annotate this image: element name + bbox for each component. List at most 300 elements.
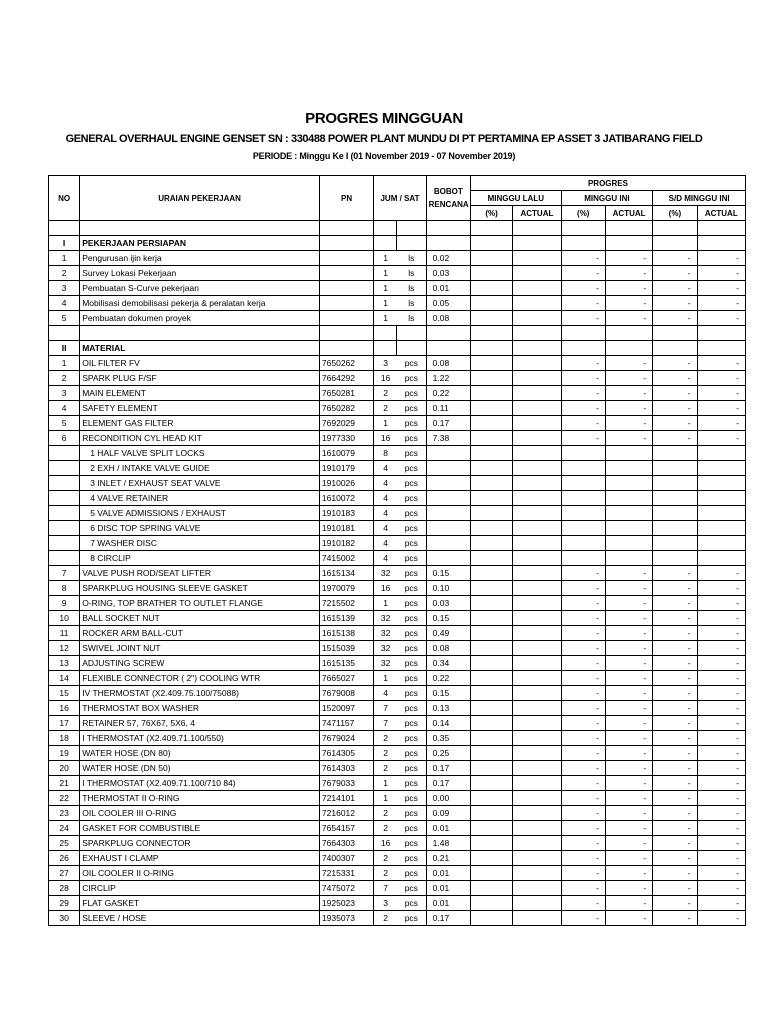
row-minggu-ini-actual: - (605, 671, 652, 686)
row-pn: 7214101 (319, 791, 373, 806)
empty-cell (653, 221, 697, 236)
row-minggu-ini-actual: - (605, 701, 652, 716)
empty-cell (697, 326, 745, 341)
row-pn: 1910182 (319, 536, 373, 551)
row-minggu-lalu-actual (513, 881, 561, 896)
row-minggu-ini-actual: - (605, 911, 652, 926)
row-pn: 1515039 (319, 641, 373, 656)
row-qty: 1 (374, 671, 397, 686)
row-minggu-lalu-actual (513, 296, 561, 311)
row-minggu-ini-actual: - (605, 896, 652, 911)
row-bobot: 0.01 (426, 866, 470, 881)
row-description: RETAINER 57, 76X67, 5X6, 4 (80, 716, 320, 731)
row-minggu-ini-actual: - (605, 686, 652, 701)
row-minggu-ini-pct: - (561, 896, 605, 911)
row-number: 24 (49, 821, 80, 836)
empty-cell (605, 341, 652, 356)
row-minggu-lalu-actual (513, 896, 561, 911)
row-description: FLEXIBLE CONNECTOR ( 2") COOLING WTR (80, 671, 320, 686)
row-minggu-lalu-actual (513, 431, 561, 446)
row-sd-minggu-ini-pct: - (653, 671, 697, 686)
row-minggu-lalu-actual (513, 686, 561, 701)
row-bobot: 0.01 (426, 881, 470, 896)
row-pn: 1610072 (319, 491, 373, 506)
row-description: SLEEVE / HOSE (80, 911, 320, 926)
row-description: Survey Lokasi Pekerjaan (80, 266, 320, 281)
row-unit: pcs (397, 776, 426, 791)
row-minggu-lalu-pct (470, 251, 512, 266)
row-sd-minggu-ini-actual (697, 521, 745, 536)
row-qty: 32 (374, 611, 397, 626)
row-sd-minggu-ini-actual: - (697, 911, 745, 926)
row-minggu-lalu-pct (470, 701, 512, 716)
row-minggu-ini-actual: - (605, 716, 652, 731)
row-bobot: 0.17 (426, 911, 470, 926)
row-qty: 1 (374, 311, 397, 326)
header-rencana-label: RENCANA (428, 200, 469, 209)
row-description: VALVE PUSH ROD/SEAT LIFTER (80, 566, 320, 581)
row-sd-minggu-ini-pct: - (653, 596, 697, 611)
row-minggu-lalu-pct (470, 521, 512, 536)
row-description: WATER HOSE (DN 80) (80, 746, 320, 761)
row-sd-minggu-ini-pct: - (653, 731, 697, 746)
row-sd-minggu-ini-pct: - (653, 656, 697, 671)
table-row (49, 611, 746, 626)
row-minggu-lalu-pct (470, 311, 512, 326)
row-number (49, 506, 80, 521)
table-row (49, 461, 746, 476)
row-number: 3 (49, 386, 80, 401)
row-minggu-lalu-pct (470, 581, 512, 596)
row-minggu-lalu-actual (513, 731, 561, 746)
row-minggu-ini-pct: - (561, 581, 605, 596)
row-sd-minggu-ini-actual (697, 506, 745, 521)
row-pn (319, 266, 373, 281)
row-number: 13 (49, 656, 80, 671)
row-minggu-ini-actual: - (605, 641, 652, 656)
row-bobot: 0.13 (426, 701, 470, 716)
empty-cell (80, 221, 320, 236)
row-minggu-ini-pct: - (561, 776, 605, 791)
row-unit: pcs (397, 701, 426, 716)
table-row (49, 656, 746, 671)
row-description: I THERMOSTAT (X2.409.71.100/550) (80, 731, 320, 746)
row-minggu-lalu-actual (513, 581, 561, 596)
empty-cell (397, 326, 426, 341)
row-qty: 1 (374, 266, 397, 281)
row-minggu-lalu-pct (470, 281, 512, 296)
row-minggu-lalu-actual (513, 911, 561, 926)
row-qty: 1 (374, 296, 397, 311)
row-minggu-lalu-pct (470, 746, 512, 761)
row-unit: pcs (397, 791, 426, 806)
row-sd-minggu-ini-actual (697, 476, 745, 491)
progress-table (48, 175, 746, 926)
row-minggu-ini-pct: - (561, 296, 605, 311)
row-description: 2 EXH / INTAKE VALVE GUIDE (80, 461, 320, 476)
row-minggu-ini-actual: - (605, 746, 652, 761)
row-pn: 7475072 (319, 881, 373, 896)
row-minggu-ini-pct: - (561, 866, 605, 881)
row-minggu-lalu-actual (513, 851, 561, 866)
table-row (49, 506, 746, 521)
row-sd-minggu-ini-actual: - (697, 596, 745, 611)
row-bobot: 0.35 (426, 731, 470, 746)
row-description: THERMOSTAT BOX WASHER (80, 701, 320, 716)
row-minggu-ini-pct: - (561, 851, 605, 866)
row-minggu-lalu-pct (470, 431, 512, 446)
row-sd-minggu-ini-pct: - (653, 281, 697, 296)
row-minggu-lalu-actual (513, 611, 561, 626)
row-pn: 7471157 (319, 716, 373, 731)
row-minggu-lalu-actual (513, 776, 561, 791)
row-qty: 4 (374, 461, 397, 476)
row-minggu-lalu-actual (513, 671, 561, 686)
row-bobot: 0.22 (426, 671, 470, 686)
row-pn: 7614305 (319, 746, 373, 761)
row-unit: pcs (397, 461, 426, 476)
row-description: Mobilisasi demobilisasi pekerja & peralatan kerja (80, 296, 320, 311)
row-unit: pcs (397, 596, 426, 611)
row-minggu-lalu-pct (470, 551, 512, 566)
row-sd-minggu-ini-pct: - (653, 416, 697, 431)
row-bobot: 0.25 (426, 746, 470, 761)
row-sd-minggu-ini-actual: - (697, 431, 745, 446)
row-minggu-ini-pct: - (561, 416, 605, 431)
row-minggu-ini-actual: - (605, 806, 652, 821)
row-sd-minggu-ini-actual: - (697, 791, 745, 806)
row-bobot: 0.01 (426, 896, 470, 911)
row-minggu-ini-pct: - (561, 656, 605, 671)
row-sd-minggu-ini-actual (697, 551, 745, 566)
row-number: 5 (49, 311, 80, 326)
blank-row (49, 326, 746, 341)
row-minggu-ini-actual: - (605, 251, 652, 266)
row-qty: 2 (374, 731, 397, 746)
row-minggu-lalu-pct (470, 806, 512, 821)
row-minggu-lalu-actual (513, 536, 561, 551)
row-number: 6 (49, 431, 80, 446)
row-description: Pembuatan S-Curve pekerjaan (80, 281, 320, 296)
row-minggu-lalu-actual (513, 371, 561, 386)
row-minggu-lalu-pct (470, 446, 512, 461)
table-row (49, 881, 746, 896)
row-unit: pcs (397, 821, 426, 836)
row-number: 21 (49, 776, 80, 791)
row-pn: 7650262 (319, 356, 373, 371)
row-sd-minggu-ini-actual: - (697, 776, 745, 791)
empty-cell (605, 326, 652, 341)
row-minggu-ini-actual: - (605, 731, 652, 746)
row-minggu-lalu-pct (470, 611, 512, 626)
row-qty: 16 (374, 836, 397, 851)
row-minggu-ini-pct: - (561, 836, 605, 851)
row-qty: 4 (374, 536, 397, 551)
row-sd-minggu-ini-pct (653, 446, 697, 461)
row-description: SWIVEL JOINT NUT (80, 641, 320, 656)
row-minggu-ini-pct: - (561, 626, 605, 641)
row-unit: ls (397, 281, 426, 296)
row-minggu-ini-actual (605, 491, 652, 506)
row-pn: 7415002 (319, 551, 373, 566)
row-pn: 7215502 (319, 596, 373, 611)
row-pn: 1615139 (319, 611, 373, 626)
empty-cell (561, 221, 605, 236)
row-minggu-lalu-actual (513, 416, 561, 431)
row-minggu-ini-actual: - (605, 881, 652, 896)
row-pn: 7650281 (319, 386, 373, 401)
row-minggu-lalu-actual (513, 461, 561, 476)
row-unit: pcs (397, 851, 426, 866)
row-qty: 4 (374, 506, 397, 521)
row-minggu-ini-pct: - (561, 716, 605, 731)
table-row (49, 536, 746, 551)
row-minggu-ini-actual: - (605, 296, 652, 311)
row-qty: 32 (374, 566, 397, 581)
row-description: OIL FILTER FV (80, 356, 320, 371)
row-minggu-lalu-pct (470, 671, 512, 686)
empty-cell (470, 326, 512, 341)
row-number: 20 (49, 761, 80, 776)
row-qty: 2 (374, 806, 397, 821)
row-pn: 7654157 (319, 821, 373, 836)
row-sd-minggu-ini-actual: - (697, 761, 745, 776)
row-description: O-RING, TOP BRATHER TO OUTLET FLANGE (80, 596, 320, 611)
row-bobot: 0.17 (426, 776, 470, 791)
row-number (49, 476, 80, 491)
row-number: 1 (49, 251, 80, 266)
row-qty: 1 (374, 776, 397, 791)
row-number: 4 (49, 296, 80, 311)
row-minggu-lalu-pct (470, 761, 512, 776)
empty-cell (49, 326, 80, 341)
row-pn: 7215331 (319, 866, 373, 881)
table-row (49, 911, 746, 926)
row-minggu-lalu-pct (470, 791, 512, 806)
row-minggu-ini-pct (561, 521, 605, 536)
row-unit: pcs (397, 896, 426, 911)
row-unit: ls (397, 296, 426, 311)
row-minggu-lalu-pct (470, 401, 512, 416)
row-sd-minggu-ini-actual: - (697, 266, 745, 281)
row-sd-minggu-ini-actual: - (697, 656, 745, 671)
row-sd-minggu-ini-actual: - (697, 851, 745, 866)
row-minggu-ini-actual: - (605, 761, 652, 776)
row-qty: 7 (374, 716, 397, 731)
row-pn (319, 251, 373, 266)
row-number: 28 (49, 881, 80, 896)
row-unit: pcs (397, 746, 426, 761)
row-minggu-ini-actual: - (605, 566, 652, 581)
row-unit: pcs (397, 566, 426, 581)
row-qty: 4 (374, 551, 397, 566)
row-bobot: 0.02 (426, 251, 470, 266)
row-qty: 1 (374, 596, 397, 611)
row-number: 2 (49, 266, 80, 281)
row-sd-minggu-ini-pct: - (653, 701, 697, 716)
table-row (49, 386, 746, 401)
row-minggu-lalu-pct (470, 641, 512, 656)
empty-cell (397, 341, 426, 356)
row-minggu-ini-pct: - (561, 761, 605, 776)
empty-cell (470, 236, 512, 251)
row-description: SAFETY ELEMENT (80, 401, 320, 416)
row-pn: 7664292 (319, 371, 373, 386)
row-minggu-ini-pct: - (561, 911, 605, 926)
row-sd-minggu-ini-pct: - (653, 566, 697, 581)
row-qty: 7 (374, 881, 397, 896)
table-row (49, 686, 746, 701)
empty-cell (80, 326, 320, 341)
header-minggu-ini: MINGGU INI (561, 191, 653, 206)
empty-cell (374, 326, 397, 341)
row-description: OIL COOLER III O-RING (80, 806, 320, 821)
row-minggu-lalu-pct (470, 881, 512, 896)
row-minggu-ini-actual (605, 521, 652, 536)
row-minggu-lalu-pct (470, 461, 512, 476)
row-minggu-ini-actual: - (605, 401, 652, 416)
row-pn: 7679024 (319, 731, 373, 746)
row-unit: pcs (397, 866, 426, 881)
row-unit: pcs (397, 386, 426, 401)
row-minggu-lalu-pct (470, 911, 512, 926)
header-actual: ACTUAL (513, 206, 561, 221)
row-unit: pcs (397, 761, 426, 776)
row-bobot: 0.01 (426, 821, 470, 836)
table-row (49, 551, 746, 566)
table-row (49, 521, 746, 536)
row-description: 3 INLET / EXHAUST SEAT VALVE (80, 476, 320, 491)
empty-cell (374, 236, 397, 251)
row-minggu-lalu-actual (513, 746, 561, 761)
row-minggu-lalu-actual (513, 761, 561, 776)
row-minggu-lalu-pct (470, 266, 512, 281)
table-row (49, 566, 746, 581)
row-unit: pcs (397, 446, 426, 461)
row-sd-minggu-ini-pct: - (653, 746, 697, 761)
row-minggu-ini-pct: - (561, 431, 605, 446)
table-row (49, 821, 746, 836)
row-description: FLAT GASKET (80, 896, 320, 911)
table-row (49, 626, 746, 641)
row-sd-minggu-ini-pct: - (653, 881, 697, 896)
row-description: OIL COOLER II O-RING (80, 866, 320, 881)
row-minggu-lalu-actual (513, 521, 561, 536)
table-row (49, 296, 746, 311)
row-minggu-lalu-pct (470, 626, 512, 641)
header-minggu-lalu: MINGGU LALU (470, 191, 561, 206)
row-qty: 4 (374, 491, 397, 506)
row-minggu-ini-actual: - (605, 821, 652, 836)
row-bobot: 0.14 (426, 716, 470, 731)
row-pn: 1970079 (319, 581, 373, 596)
row-minggu-ini-actual: - (605, 596, 652, 611)
section-row (49, 341, 746, 356)
row-minggu-ini-pct (561, 476, 605, 491)
empty-cell (374, 341, 397, 356)
table-row (49, 596, 746, 611)
empty-cell (561, 236, 605, 251)
row-description: IV THERMOSTAT (X2.409.75.100/75088) (80, 686, 320, 701)
row-sd-minggu-ini-pct: - (653, 401, 697, 416)
row-minggu-lalu-actual (513, 551, 561, 566)
row-minggu-lalu-actual (513, 281, 561, 296)
row-qty: 32 (374, 656, 397, 671)
row-qty: 4 (374, 476, 397, 491)
row-minggu-ini-pct: - (561, 611, 605, 626)
row-minggu-lalu-actual (513, 596, 561, 611)
row-qty: 8 (374, 446, 397, 461)
row-sd-minggu-ini-actual: - (697, 716, 745, 731)
empty-cell (319, 341, 373, 356)
row-minggu-lalu-actual (513, 566, 561, 581)
row-bobot: 1.48 (426, 836, 470, 851)
row-pn: 1910181 (319, 521, 373, 536)
row-qty: 2 (374, 386, 397, 401)
row-unit: pcs (397, 431, 426, 446)
empty-cell (426, 221, 470, 236)
row-unit: pcs (397, 581, 426, 596)
row-unit: pcs (397, 731, 426, 746)
table-row (49, 701, 746, 716)
row-sd-minggu-ini-pct: - (653, 836, 697, 851)
empty-cell (697, 236, 745, 251)
row-minggu-ini-actual: - (605, 281, 652, 296)
row-number: 30 (49, 911, 80, 926)
row-minggu-lalu-actual (513, 656, 561, 671)
row-bobot: 0.15 (426, 686, 470, 701)
row-sd-minggu-ini-actual: - (697, 731, 745, 746)
row-minggu-ini-pct: - (561, 566, 605, 581)
header-bobot (426, 176, 470, 221)
row-description: SPARKPLUG HOUSING SLEEVE GASKET (80, 581, 320, 596)
row-unit: pcs (397, 401, 426, 416)
empty-cell (605, 236, 652, 251)
row-number (49, 536, 80, 551)
row-sd-minggu-ini-actual: - (697, 281, 745, 296)
section-title: MATERIAL (80, 341, 320, 356)
row-qty: 1 (374, 251, 397, 266)
row-unit: pcs (397, 641, 426, 656)
row-description: ELEMENT GAS FILTER (80, 416, 320, 431)
row-unit: pcs (397, 686, 426, 701)
row-minggu-ini-pct: - (561, 281, 605, 296)
row-sd-minggu-ini-pct: - (653, 716, 697, 731)
row-description: 7 WASHER DISC (80, 536, 320, 551)
row-minggu-ini-pct (561, 506, 605, 521)
row-sd-minggu-ini-pct: - (653, 296, 697, 311)
row-bobot: 0.09 (426, 806, 470, 821)
table-row (49, 311, 746, 326)
row-unit: pcs (397, 371, 426, 386)
row-unit: pcs (397, 611, 426, 626)
table-body (49, 221, 746, 926)
row-pn: 7679008 (319, 686, 373, 701)
row-bobot: 0.11 (426, 401, 470, 416)
row-unit: pcs (397, 671, 426, 686)
table-row (49, 491, 746, 506)
empty-cell (319, 326, 373, 341)
row-minggu-lalu-pct (470, 371, 512, 386)
row-bobot (426, 476, 470, 491)
section-number: II (49, 341, 80, 356)
row-qty: 32 (374, 641, 397, 656)
row-sd-minggu-ini-actual (697, 446, 745, 461)
row-qty: 1 (374, 281, 397, 296)
row-minggu-lalu-pct (470, 416, 512, 431)
empty-cell (653, 326, 697, 341)
row-number: 7 (49, 566, 80, 581)
